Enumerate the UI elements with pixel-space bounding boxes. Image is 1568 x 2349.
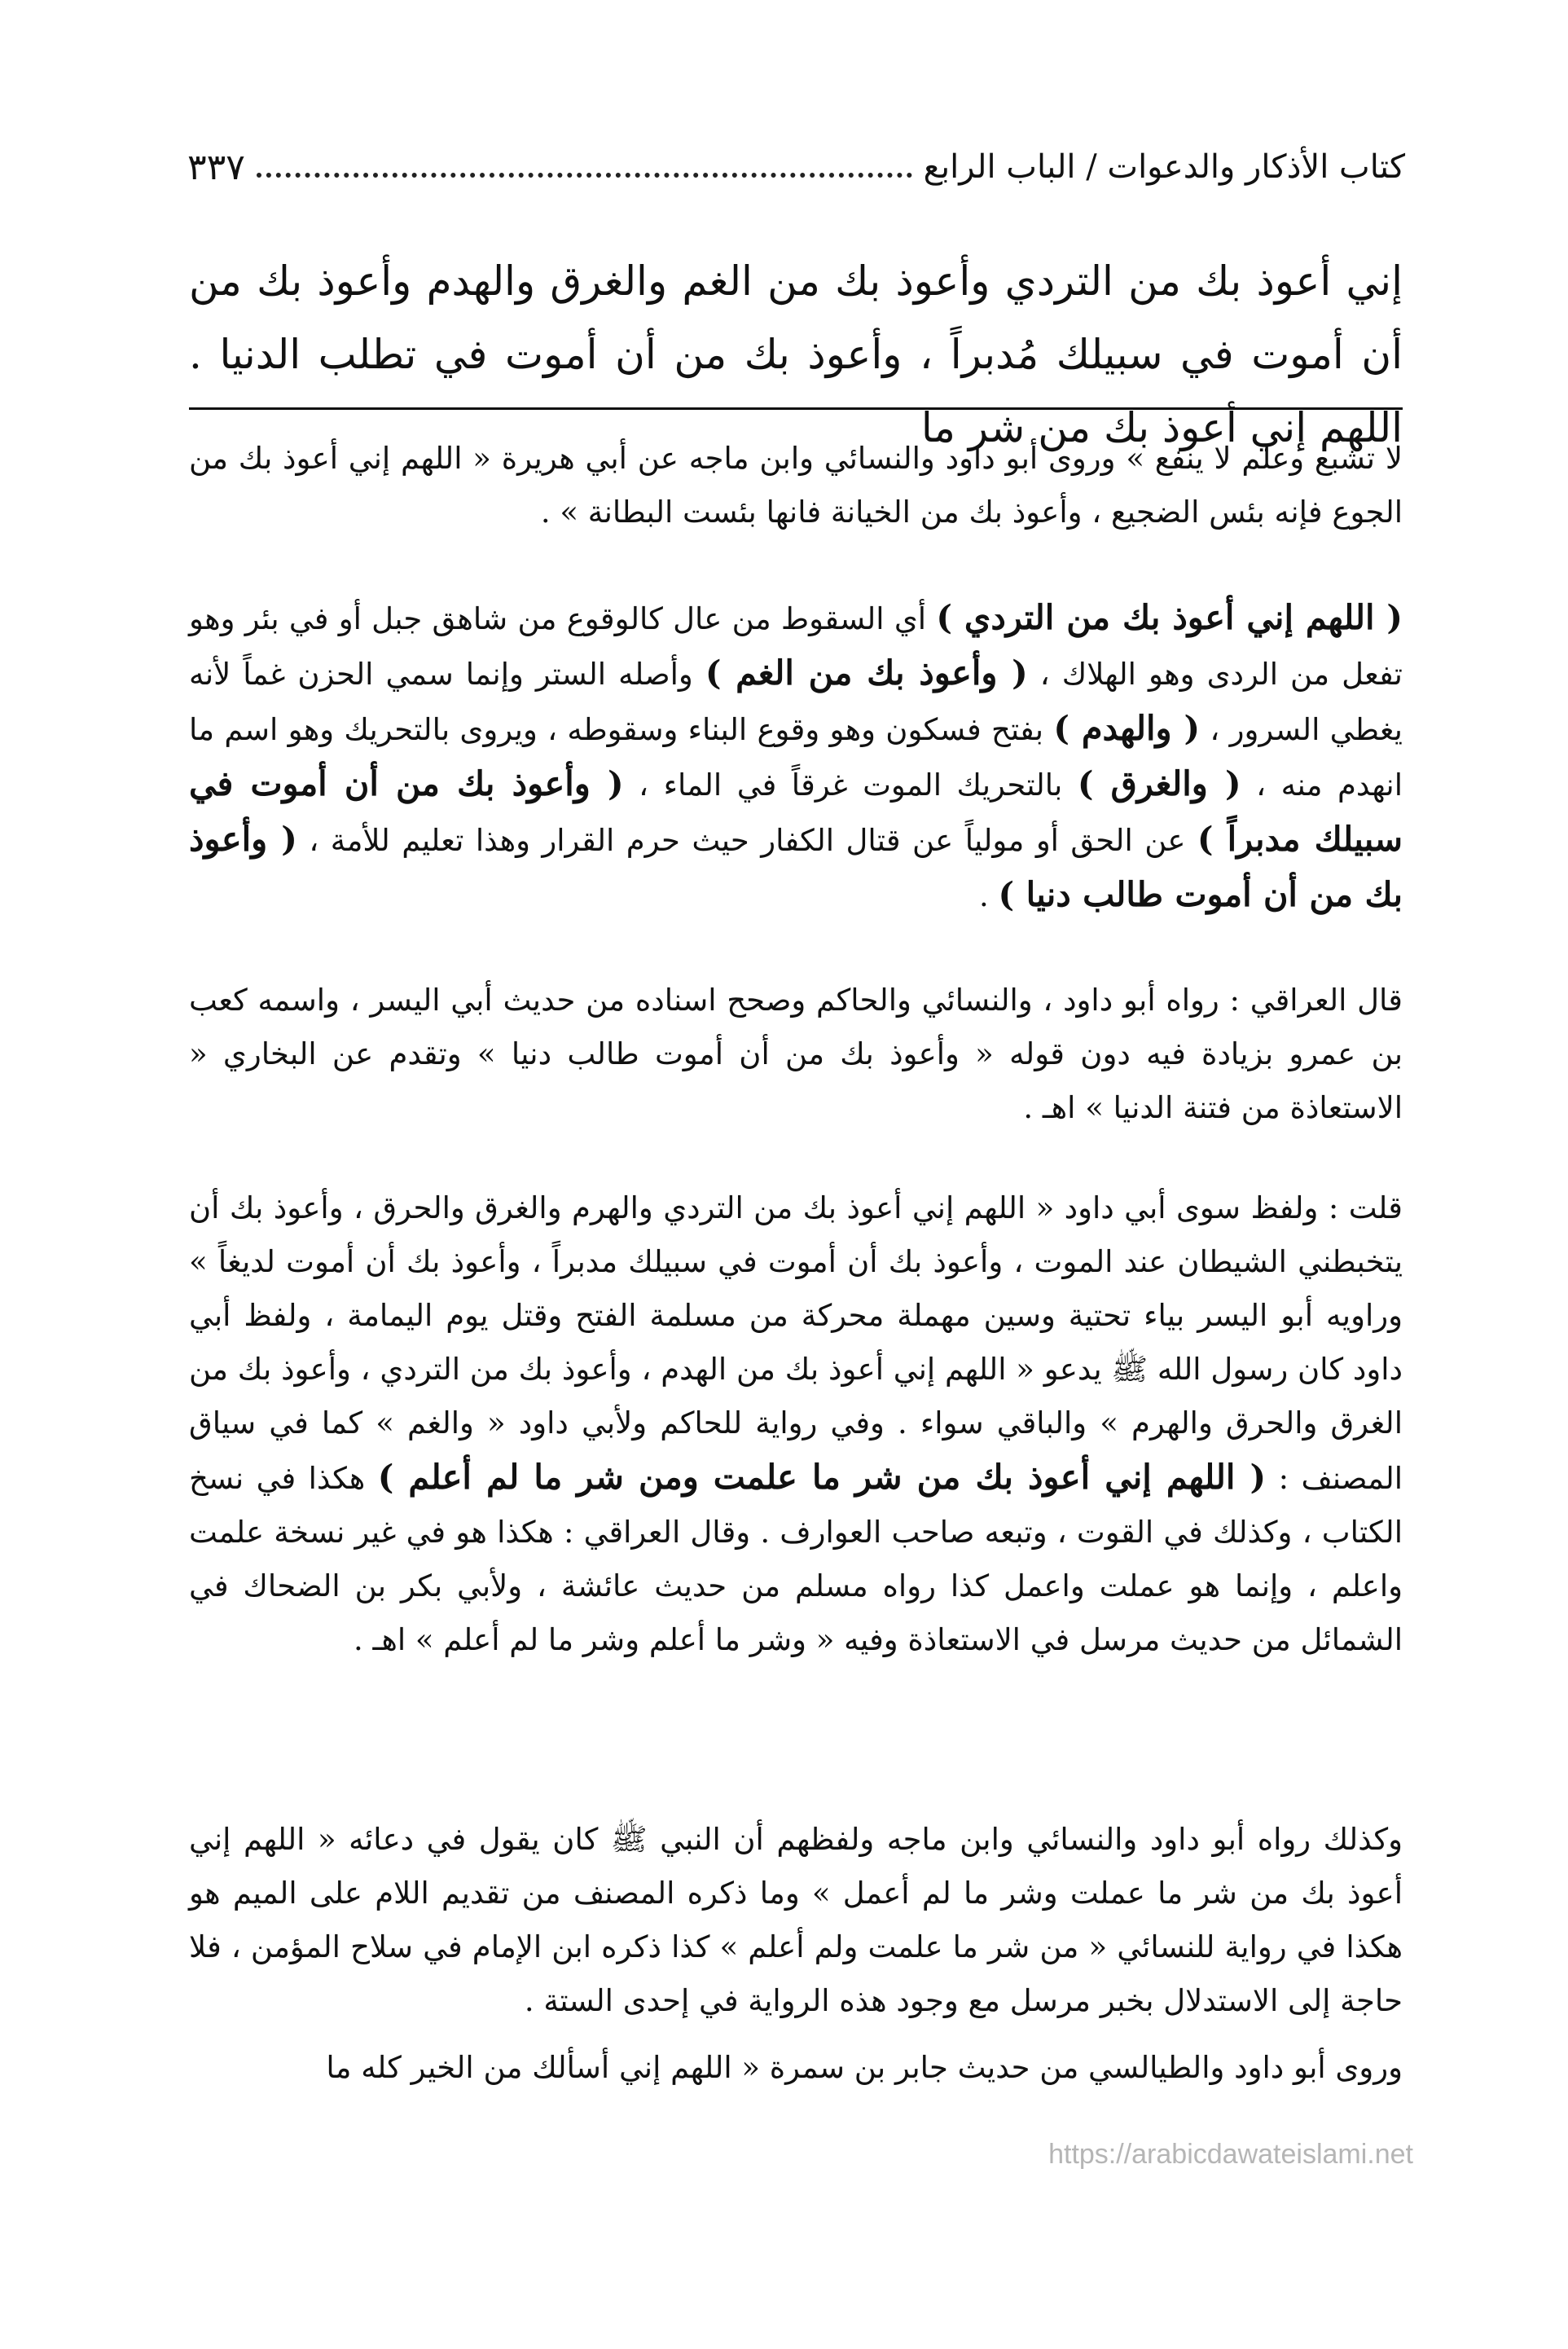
quoted-phrase: ( والغرق ) — [1077, 763, 1241, 803]
quoted-phrase: ( وأعوذ بك من أن أموت طالب دنيا ) — [189, 819, 1403, 914]
commentary-paragraph-5 — [189, 1813, 1403, 2028]
paragraph-text: قال العراقي : رواه أبو داود ، والنسائي والحاكم وصحح اسناده من حديث أبي اليسر ، واسمه كعب بن عمرو بزيادة فيه دون قوله « وأعوذ بك من أن أموت طالب دنيا » وتقدم عن البخاري « الاستعاذة من فتنة الدنيا » اهـ . — [189, 983, 1403, 1125]
paragraph-text: لا تشبع وعلم لا ينفع » وروى أبو داود والنسائي وابن ماجه عن أبي هريرة « اللهم إني أعوذ بك من الجوع فإنه بئس الضجيع ، وأعوذ بك من الخيانة فانها بئست البطانة » . — [189, 441, 1403, 530]
commentary-paragraph-3 — [189, 974, 1403, 1135]
paragraph-text: وكذلك رواه أبو داود والنسائي وابن ماجه ولفظهم أن النبي ﷺ كان يقول في دعائه « اللهم إني أعوذ بك من شر ما عملت وشر ما لم أعمل » وما ذكره المصنف من تقديم اللام على الميم هو هكذا في رواية للنسائي « من شر ما علمت ولم أعلم » كذا ذكره ابن الإمام في سلاح المؤمن ، فلا حاجة إلى الاستدلال بخبر مرسل مع وجود هذه الرواية في إحدى الستة . — [189, 1822, 1403, 2018]
separator-rule — [189, 407, 1403, 410]
commentary-paragraph-6 — [189, 2041, 1403, 2095]
header-dot-leader — [257, 173, 912, 178]
quoted-phrase: ( وأعوذ بك من الغم ) — [705, 653, 1028, 693]
quoted-phrase: ( وأعوذ بك من أن أموت في سبيلك مدبراً ) — [189, 763, 1403, 859]
paragraph-text — [189, 1181, 1403, 1667]
quoted-phrase: ( اللهم إني أعوذ بك من التردي ) — [936, 597, 1403, 637]
explanation-text: وأصله الستر وإنما سمي الحزن غماً لأنه يغطي السرور ، — [189, 657, 1403, 747]
quoted-phrase: ( والهدم ) — [1053, 708, 1201, 748]
paragraph-text: وروى أبو داود والطيالسي من حديث جابر بن سمرة « اللهم إني أسألك من الخير كله ما — [326, 2050, 1403, 2085]
page-number: ٣٣٧ — [187, 146, 245, 188]
commentary-paragraph-2 — [189, 591, 1403, 923]
explanation-text: عن الحق أو مولياً عن قتال الكفار حيث حرم القرار وهذا تعليم للأمة ، — [296, 823, 1197, 858]
explanation-text: أي السقوط من عال كالوقوع من شاهق جبل أو في بئر وهو تفعل من الردى وهو الهلاك ، — [189, 601, 1403, 692]
running-header — [187, 139, 1405, 196]
paragraph-text — [189, 591, 1403, 923]
explanation-text: هكذا في نسخ الكتاب ، وكذلك في القوت ، وتبعه صاحب العوارف . وقال العراقي : هكذا هو في غير نسخة علمت واعلم ، وإنما هو عملت واعمل كذا رواه مسلم من حديث عائشة ، ولأبي بكر بن الضحاك في الشمائل من حديث مرسل في الاستعاذة وفيه « وشر ما أعلم وشر ما لم أعلم » اهـ . — [189, 1461, 1403, 1657]
commentary-paragraph-4 — [189, 1181, 1403, 1667]
chapter-title: كتاب الأذكار والدعوات / الباب الرابع — [923, 148, 1405, 186]
main-text: إني أعوذ بك من التردي وأعوذ بك من الغم والغرق والهدم وأعوذ بك من أن أموت في سبيلك مُدبراً ، وأعوذ بك من أن أموت في تطلب الدنيا . اللهم إني أعوذ بك من شر ما — [189, 257, 1403, 451]
explanation-text: . — [979, 878, 999, 913]
quoted-phrase: ( اللهم إني أعوذ بك من شر ما علمت ومن شر ما لم أعلم ) — [377, 1457, 1267, 1497]
explanation-text: قلت : ولفظ سوى أبي داود « اللهم إني أعوذ بك من التردي والهرم والغرق والحرق ، وأعوذ بك أن يتخبطني الشيطان عند الموت ، وأعوذ بك أن أموت في سبيلك مدبراً ، وأعوذ بك أن أموت لديغاً » وراويه أبو اليسر بياء تحتية وسين مهملة محركة من مسلمة الفتح وقتل يوم اليمامة ، ولفظ أبي داود كان رسول الله ﷺ يدعو « اللهم إني أعوذ بك من الهدم ، وأعوذ بك من التردي ، وأعوذ بك من الغرق والحرق والهرم » والباقي سواء . وفي رواية للحاكم ولأبي داود « والغم » كما في سياق المصنف : — [189, 1190, 1403, 1496]
explanation-text: بفتح فسكون وهو وقوع البناء وسقوطه ، ويروى بالتحريك وهو اسم ما انهدم منه ، — [189, 712, 1403, 803]
commentary-paragraph-1 — [189, 432, 1403, 539]
explanation-text: بالتحريك الموت غرقاً في الماء ، — [623, 768, 1078, 803]
watermark-url: https://arabicdawateislami.net — [1048, 2139, 1413, 2170]
